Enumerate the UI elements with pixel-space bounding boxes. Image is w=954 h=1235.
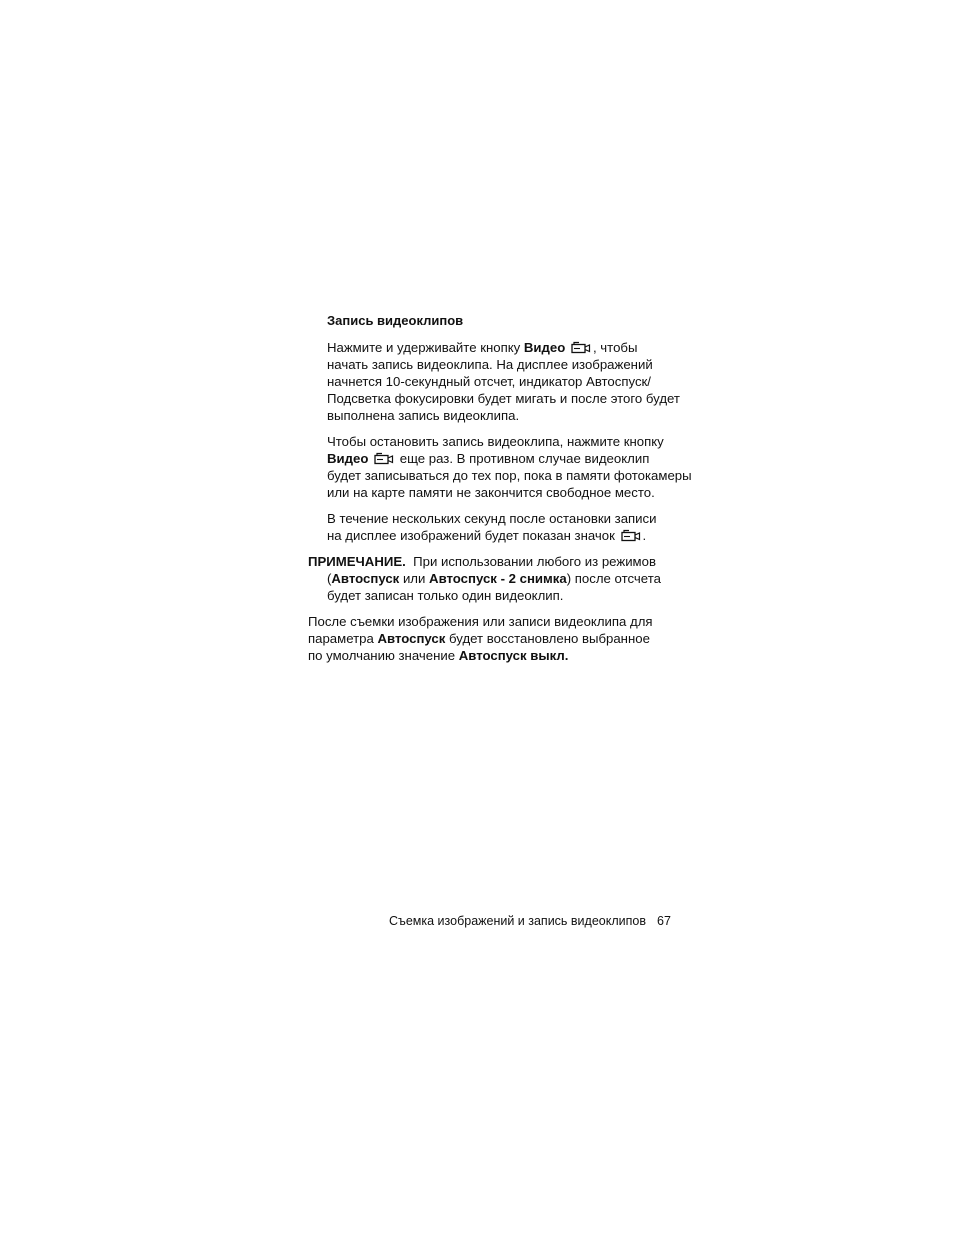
line: Чтобы остановить запись видеоклипа, нажмите кнопку xyxy=(327,434,664,449)
text: по умолчанию значение xyxy=(308,648,459,663)
line: выполнена запись видеоклипа. xyxy=(327,408,520,423)
bold-term: Автоспуск - 2 снимка xyxy=(429,571,567,586)
video-camera-icon xyxy=(374,452,394,465)
line: будет записан только один видеоклип. xyxy=(327,588,564,603)
text: еще раз. В противном случае видеоклип xyxy=(396,451,650,466)
line: После съемки изображения или записи видеоклипа для xyxy=(308,614,653,629)
text: ) после отсчета xyxy=(566,571,661,586)
page-number: 67 xyxy=(657,914,671,928)
line xyxy=(327,339,677,356)
line xyxy=(308,647,678,664)
section-heading: Запись видеоклипов xyxy=(327,313,464,328)
line: начать запись видеоклипа. На дисплее изображений xyxy=(327,357,653,372)
text: или xyxy=(399,571,430,586)
paragraph-after-stop xyxy=(327,510,677,544)
line xyxy=(308,553,678,570)
line: или на карте памяти не закончится свободное место. xyxy=(327,485,655,500)
line xyxy=(327,450,677,467)
footer-section-title: Съемка изображений и запись видеоклипов xyxy=(389,914,646,928)
video-camera-icon xyxy=(571,341,591,354)
bold-term: Автоспуск xyxy=(377,631,446,646)
paragraph-reset-selftimer xyxy=(308,613,678,664)
bold-term: Автоспуск выкл. xyxy=(458,648,569,663)
text: параметра xyxy=(308,631,378,646)
line: В течение нескольких секунд после остановки записи xyxy=(327,511,657,526)
text: При использовании любого из режимов xyxy=(413,554,656,569)
note-block xyxy=(308,553,678,604)
text: . xyxy=(642,528,647,543)
text: на дисплее изображений будет показан значок xyxy=(327,528,619,543)
text: будет восстановлено выбранное xyxy=(445,631,650,646)
bold-term: Автоспуск xyxy=(331,571,400,586)
line xyxy=(308,630,678,647)
line: Подсветка фокусировки будет мигать и после этого будет xyxy=(327,391,680,406)
video-camera-icon xyxy=(621,529,641,542)
text: ( xyxy=(327,571,332,586)
line xyxy=(327,527,677,544)
line xyxy=(308,570,678,587)
text: Нажмите и удерживайте кнопку xyxy=(327,340,524,355)
video-button-label: Видео xyxy=(327,451,369,466)
line: начнется 10-секундный отсчет, индикатор Автоспуск/ xyxy=(327,374,651,389)
line: будет записываться до тех пор, пока в памяти фотокамеры xyxy=(327,468,692,483)
text: , чтобы xyxy=(592,340,638,355)
video-button-label: Видео xyxy=(523,340,566,355)
note-label: ПРИМЕЧАНИЕ. xyxy=(308,554,406,569)
paragraph-stop-video xyxy=(327,433,692,501)
paragraph-record-video xyxy=(327,339,680,424)
